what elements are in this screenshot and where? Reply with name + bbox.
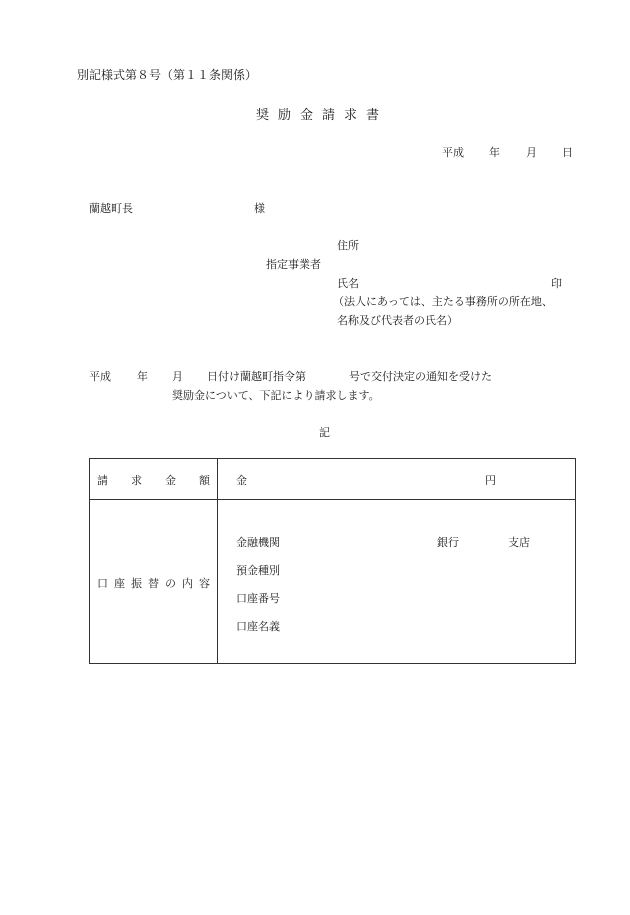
request-amount-char: 請: [97, 474, 108, 487]
amount-yen: 円: [485, 474, 496, 487]
date-era: 平成: [442, 146, 464, 159]
addressee-name: 蘭越町長: [89, 202, 133, 215]
request-amount-char: 求: [131, 474, 142, 487]
request-table: [89, 458, 576, 664]
seal-mark: 印: [551, 277, 562, 290]
designated-business-label: 指定事業者: [266, 258, 321, 271]
bank-suffix: 銀行: [437, 536, 459, 549]
account-transfer-char: 容: [199, 577, 210, 590]
account-holder-label: 口座名義: [236, 620, 280, 633]
address-label: 住所: [337, 239, 359, 252]
account-number-label: 口座番号: [236, 592, 280, 605]
table-row-divider: [90, 499, 575, 500]
addressee-honorific: 様: [254, 202, 265, 215]
account-transfer-char: 替: [148, 577, 159, 590]
corporation-note-line1: （法人にあっては、主たる事務所の所在地、: [333, 295, 553, 308]
request-amount-char: 金: [165, 474, 176, 487]
branch-suffix: 支店: [508, 536, 530, 549]
account-transfer-char: 口: [97, 577, 108, 590]
account-transfer-char: 振: [131, 577, 142, 590]
body-month: 月: [172, 370, 183, 383]
document-title: 奨励金請求書: [256, 108, 389, 123]
body-year: 年: [137, 370, 148, 383]
ki-label: 記: [319, 426, 330, 439]
form-number: 別記様式第８号（第１１条関係）: [77, 68, 258, 82]
body-request-text: 奨励金について、下記により請求します。: [172, 389, 380, 402]
table-column-divider: [217, 459, 218, 663]
account-transfer-char: の: [165, 577, 176, 590]
request-amount-header: [97, 472, 210, 488]
name-label: 氏名: [337, 277, 359, 290]
date-month: 月: [526, 146, 537, 159]
financial-institution-label: 金融機関: [236, 536, 280, 549]
body-decision-notice: 号で交付決定の通知を受けた: [349, 370, 492, 383]
deposit-type-label: 預金種別: [236, 564, 280, 577]
corporation-note-line2: 名称及び代表者の氏名）: [337, 314, 458, 327]
account-transfer-header: [97, 575, 210, 591]
request-amount-char: 額: [199, 474, 210, 487]
date-year: 年: [489, 146, 500, 159]
amount-prefix: 金: [236, 474, 247, 487]
account-transfer-char: 内: [182, 577, 193, 590]
body-reference: 日付け蘭越町指令第: [207, 370, 306, 383]
date-day: 日: [562, 146, 573, 159]
body-era: 平成: [89, 370, 111, 383]
account-transfer-char: 座: [114, 577, 125, 590]
